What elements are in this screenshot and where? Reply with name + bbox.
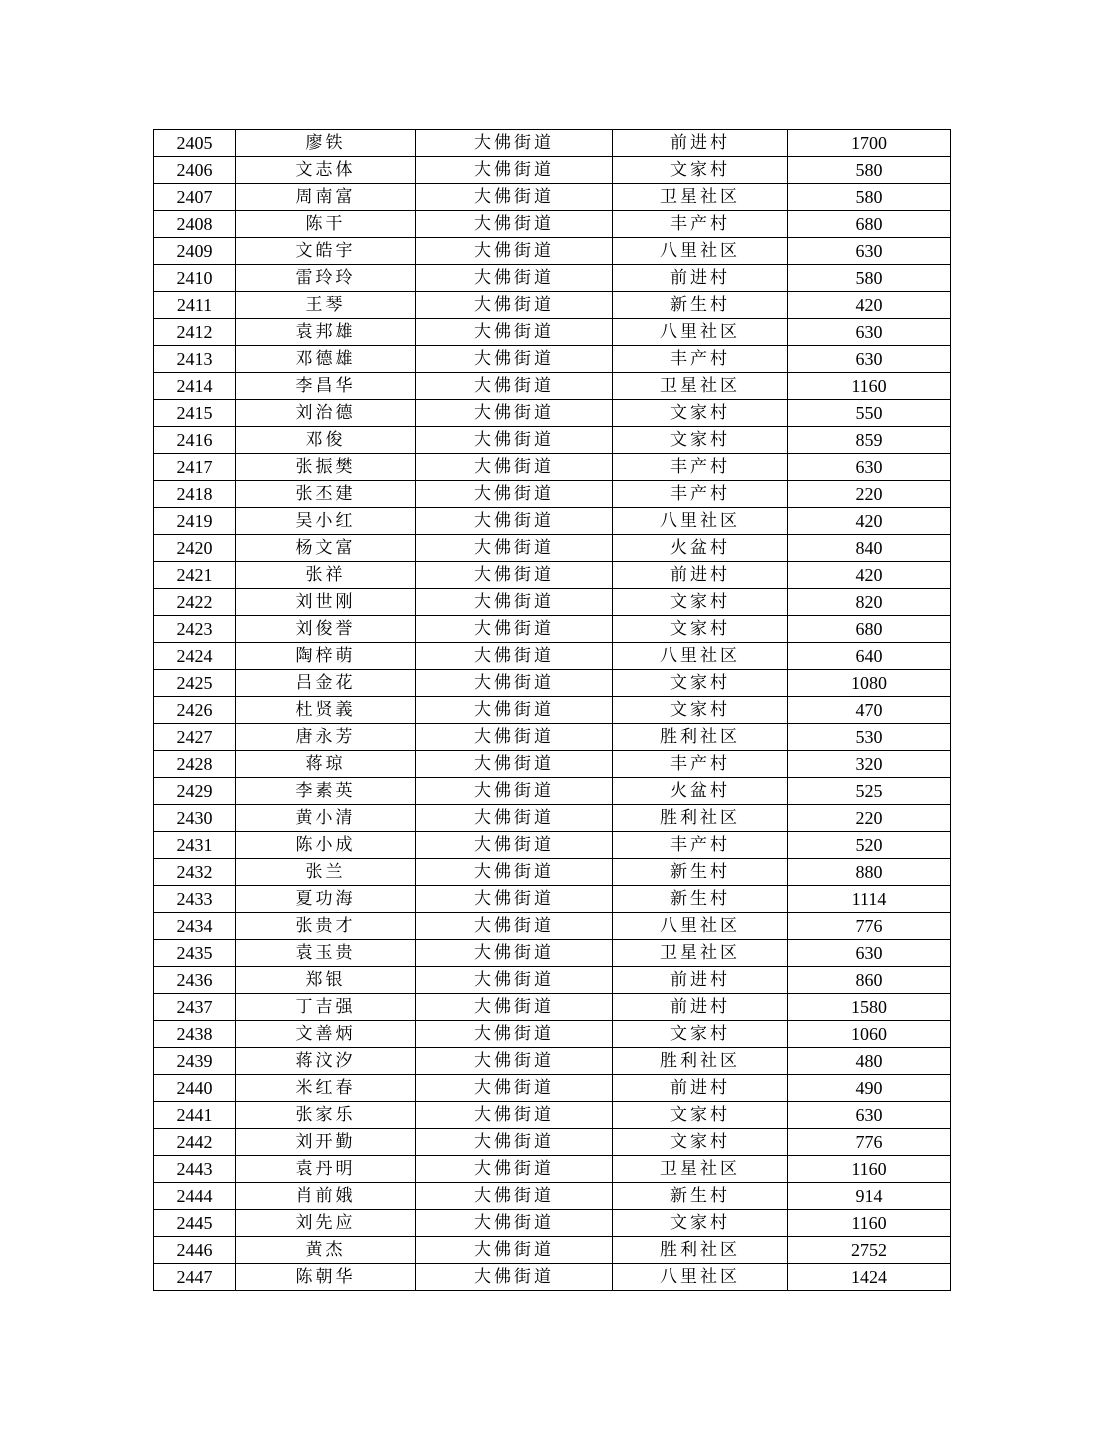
table-row: [154, 1075, 951, 1102]
name-cell: 张家乐: [236, 1102, 416, 1129]
village-cell: 火盆村: [613, 778, 788, 805]
name-cell: 丁吉强: [236, 994, 416, 1021]
street-cell: 大佛街道: [416, 562, 613, 589]
name-cell: 陈朝华: [236, 1264, 416, 1291]
name-cell: 米红春: [236, 1075, 416, 1102]
street-cell: 大佛街道: [416, 1210, 613, 1237]
street-cell: 大佛街道: [416, 427, 613, 454]
amount-cell: 1160: [788, 1156, 951, 1183]
village-cell: 卫星社区: [613, 184, 788, 211]
amount-cell: 550: [788, 400, 951, 427]
street-cell: 大佛街道: [416, 859, 613, 886]
amount-cell: 680: [788, 211, 951, 238]
amount-cell: 1114: [788, 886, 951, 913]
table-row: [154, 427, 951, 454]
village-cell: 文家村: [613, 1102, 788, 1129]
amount-cell: 1700: [788, 130, 951, 157]
table-row: [154, 670, 951, 697]
row-number-cell: 2426: [154, 697, 236, 724]
row-number-cell: 2431: [154, 832, 236, 859]
street-cell: 大佛街道: [416, 292, 613, 319]
amount-cell: 640: [788, 643, 951, 670]
name-cell: 陶梓萌: [236, 643, 416, 670]
village-cell: 文家村: [613, 1210, 788, 1237]
name-cell: 张兰: [236, 859, 416, 886]
row-number-cell: 2423: [154, 616, 236, 643]
row-number-cell: 2425: [154, 670, 236, 697]
table-row: [154, 940, 951, 967]
street-cell: 大佛街道: [416, 832, 613, 859]
village-cell: 丰产村: [613, 751, 788, 778]
amount-cell: 776: [788, 913, 951, 940]
table-row: [154, 454, 951, 481]
row-number-cell: 2413: [154, 346, 236, 373]
row-number-cell: 2427: [154, 724, 236, 751]
village-cell: 火盆村: [613, 535, 788, 562]
village-cell: 八里社区: [613, 508, 788, 535]
table-row: [154, 265, 951, 292]
row-number-cell: 2419: [154, 508, 236, 535]
row-number-cell: 2437: [154, 994, 236, 1021]
table-row: [154, 535, 951, 562]
street-cell: 大佛街道: [416, 1183, 613, 1210]
village-cell: 新生村: [613, 1183, 788, 1210]
amount-cell: 525: [788, 778, 951, 805]
row-number-cell: 2412: [154, 319, 236, 346]
table-row: [154, 319, 951, 346]
name-cell: 廖铁: [236, 130, 416, 157]
table-row: [154, 751, 951, 778]
row-number-cell: 2432: [154, 859, 236, 886]
street-cell: 大佛街道: [416, 1156, 613, 1183]
row-number-cell: 2440: [154, 1075, 236, 1102]
name-cell: 文善炳: [236, 1021, 416, 1048]
name-cell: 蒋琼: [236, 751, 416, 778]
village-cell: 文家村: [613, 1129, 788, 1156]
village-cell: 前进村: [613, 1075, 788, 1102]
table-row: [154, 400, 951, 427]
row-number-cell: 2444: [154, 1183, 236, 1210]
amount-cell: 680: [788, 616, 951, 643]
village-cell: 文家村: [613, 427, 788, 454]
street-cell: 大佛街道: [416, 238, 613, 265]
name-cell: 陈小成: [236, 832, 416, 859]
amount-cell: 220: [788, 805, 951, 832]
street-cell: 大佛街道: [416, 994, 613, 1021]
village-cell: 胜利社区: [613, 1237, 788, 1264]
amount-cell: 530: [788, 724, 951, 751]
amount-cell: 220: [788, 481, 951, 508]
amount-cell: 820: [788, 589, 951, 616]
village-cell: 文家村: [613, 589, 788, 616]
row-number-cell: 2439: [154, 1048, 236, 1075]
name-cell: 杨文富: [236, 535, 416, 562]
name-cell: 周南富: [236, 184, 416, 211]
village-cell: 新生村: [613, 859, 788, 886]
row-number-cell: 2438: [154, 1021, 236, 1048]
village-cell: 新生村: [613, 886, 788, 913]
table-row: [154, 1237, 951, 1264]
name-cell: 李昌华: [236, 373, 416, 400]
row-number-cell: 2447: [154, 1264, 236, 1291]
table-row: [154, 967, 951, 994]
table-row: [154, 724, 951, 751]
row-number-cell: 2418: [154, 481, 236, 508]
row-number-cell: 2406: [154, 157, 236, 184]
village-cell: 新生村: [613, 292, 788, 319]
name-cell: 唐永芳: [236, 724, 416, 751]
village-cell: 丰产村: [613, 481, 788, 508]
amount-cell: 580: [788, 265, 951, 292]
street-cell: 大佛街道: [416, 454, 613, 481]
village-cell: 丰产村: [613, 454, 788, 481]
name-cell: 王琴: [236, 292, 416, 319]
village-cell: 前进村: [613, 130, 788, 157]
row-number-cell: 2445: [154, 1210, 236, 1237]
table-row: [154, 697, 951, 724]
table-row: [154, 346, 951, 373]
name-cell: 雷玲玲: [236, 265, 416, 292]
village-cell: 卫星社区: [613, 1156, 788, 1183]
village-cell: 胜利社区: [613, 805, 788, 832]
row-number-cell: 2405: [154, 130, 236, 157]
village-cell: 前进村: [613, 967, 788, 994]
row-number-cell: 2430: [154, 805, 236, 832]
village-cell: 前进村: [613, 562, 788, 589]
name-cell: 刘先应: [236, 1210, 416, 1237]
amount-cell: 1424: [788, 1264, 951, 1291]
amount-cell: 1160: [788, 1210, 951, 1237]
row-number-cell: 2442: [154, 1129, 236, 1156]
row-number-cell: 2433: [154, 886, 236, 913]
table-row: [154, 292, 951, 319]
name-cell: 张振樊: [236, 454, 416, 481]
street-cell: 大佛街道: [416, 1264, 613, 1291]
row-number-cell: 2411: [154, 292, 236, 319]
row-number-cell: 2428: [154, 751, 236, 778]
name-cell: 邓德雄: [236, 346, 416, 373]
village-cell: 胜利社区: [613, 1048, 788, 1075]
table-row: [154, 1021, 951, 1048]
row-number-cell: 2415: [154, 400, 236, 427]
street-cell: 大佛街道: [416, 346, 613, 373]
village-cell: 文家村: [613, 697, 788, 724]
name-cell: 刘俊誉: [236, 616, 416, 643]
amount-cell: 630: [788, 454, 951, 481]
table-row: [154, 1156, 951, 1183]
amount-cell: 914: [788, 1183, 951, 1210]
name-cell: 张贵才: [236, 913, 416, 940]
name-cell: 陈干: [236, 211, 416, 238]
table-row: [154, 1183, 951, 1210]
village-cell: 八里社区: [613, 643, 788, 670]
table-row: [154, 589, 951, 616]
table-row: [154, 643, 951, 670]
name-cell: 郑银: [236, 967, 416, 994]
name-cell: 吴小红: [236, 508, 416, 535]
amount-cell: 1580: [788, 994, 951, 1021]
table-row: [154, 1264, 951, 1291]
table-row: [154, 184, 951, 211]
street-cell: 大佛街道: [416, 967, 613, 994]
row-number-cell: 2435: [154, 940, 236, 967]
street-cell: 大佛街道: [416, 724, 613, 751]
amount-cell: 859: [788, 427, 951, 454]
street-cell: 大佛街道: [416, 535, 613, 562]
table-row: [154, 373, 951, 400]
table-row: [154, 1210, 951, 1237]
street-cell: 大佛街道: [416, 1048, 613, 1075]
name-cell: 袁邦雄: [236, 319, 416, 346]
amount-cell: 630: [788, 940, 951, 967]
table-row: [154, 508, 951, 535]
table-row: [154, 211, 951, 238]
street-cell: 大佛街道: [416, 265, 613, 292]
name-cell: 刘开勤: [236, 1129, 416, 1156]
amount-cell: 840: [788, 535, 951, 562]
row-number-cell: 2410: [154, 265, 236, 292]
amount-cell: 630: [788, 319, 951, 346]
name-cell: 文志体: [236, 157, 416, 184]
name-cell: 刘世刚: [236, 589, 416, 616]
table-row: [154, 130, 951, 157]
roster-table: [153, 129, 951, 1291]
name-cell: 肖前娥: [236, 1183, 416, 1210]
street-cell: 大佛街道: [416, 1129, 613, 1156]
table-row: [154, 562, 951, 589]
street-cell: 大佛街道: [416, 589, 613, 616]
table-row: [154, 157, 951, 184]
village-cell: 文家村: [613, 1021, 788, 1048]
table-row: [154, 1129, 951, 1156]
street-cell: 大佛街道: [416, 913, 613, 940]
village-cell: 文家村: [613, 616, 788, 643]
name-cell: 张丕建: [236, 481, 416, 508]
amount-cell: 580: [788, 184, 951, 211]
row-number-cell: 2424: [154, 643, 236, 670]
amount-cell: 1060: [788, 1021, 951, 1048]
table-row: [154, 994, 951, 1021]
street-cell: 大佛街道: [416, 130, 613, 157]
name-cell: 张祥: [236, 562, 416, 589]
table-row: [154, 832, 951, 859]
name-cell: 文皓宇: [236, 238, 416, 265]
amount-cell: 880: [788, 859, 951, 886]
table-row: [154, 616, 951, 643]
row-number-cell: 2422: [154, 589, 236, 616]
name-cell: 邓俊: [236, 427, 416, 454]
village-cell: 丰产村: [613, 346, 788, 373]
name-cell: 袁玉贵: [236, 940, 416, 967]
row-number-cell: 2420: [154, 535, 236, 562]
amount-cell: 470: [788, 697, 951, 724]
street-cell: 大佛街道: [416, 1102, 613, 1129]
street-cell: 大佛街道: [416, 1021, 613, 1048]
amount-cell: 420: [788, 508, 951, 535]
amount-cell: 776: [788, 1129, 951, 1156]
street-cell: 大佛街道: [416, 1075, 613, 1102]
amount-cell: 1080: [788, 670, 951, 697]
row-number-cell: 2414: [154, 373, 236, 400]
amount-cell: 1160: [788, 373, 951, 400]
table-row: [154, 859, 951, 886]
street-cell: 大佛街道: [416, 508, 613, 535]
name-cell: 夏功海: [236, 886, 416, 913]
table-row: [154, 778, 951, 805]
street-cell: 大佛街道: [416, 805, 613, 832]
street-cell: 大佛街道: [416, 319, 613, 346]
village-cell: 丰产村: [613, 211, 788, 238]
village-cell: 丰产村: [613, 832, 788, 859]
amount-cell: 860: [788, 967, 951, 994]
street-cell: 大佛街道: [416, 373, 613, 400]
amount-cell: 580: [788, 157, 951, 184]
row-number-cell: 2407: [154, 184, 236, 211]
street-cell: 大佛街道: [416, 211, 613, 238]
amount-cell: 520: [788, 832, 951, 859]
village-cell: 胜利社区: [613, 724, 788, 751]
village-cell: 八里社区: [613, 1264, 788, 1291]
village-cell: 前进村: [613, 994, 788, 1021]
street-cell: 大佛街道: [416, 940, 613, 967]
row-number-cell: 2429: [154, 778, 236, 805]
name-cell: 黄杰: [236, 1237, 416, 1264]
village-cell: 文家村: [613, 157, 788, 184]
table-row: [154, 886, 951, 913]
amount-cell: 420: [788, 292, 951, 319]
table-row: [154, 481, 951, 508]
amount-cell: 630: [788, 346, 951, 373]
street-cell: 大佛街道: [416, 697, 613, 724]
name-cell: 刘治德: [236, 400, 416, 427]
name-cell: 吕金花: [236, 670, 416, 697]
row-number-cell: 2436: [154, 967, 236, 994]
street-cell: 大佛街道: [416, 778, 613, 805]
street-cell: 大佛街道: [416, 481, 613, 508]
row-number-cell: 2416: [154, 427, 236, 454]
table-row: [154, 1102, 951, 1129]
row-number-cell: 2434: [154, 913, 236, 940]
village-cell: 文家村: [613, 400, 788, 427]
row-number-cell: 2409: [154, 238, 236, 265]
row-number-cell: 2408: [154, 211, 236, 238]
amount-cell: 630: [788, 1102, 951, 1129]
amount-cell: 420: [788, 562, 951, 589]
name-cell: 杜贤義: [236, 697, 416, 724]
amount-cell: 490: [788, 1075, 951, 1102]
village-cell: 八里社区: [613, 319, 788, 346]
village-cell: 卫星社区: [613, 940, 788, 967]
street-cell: 大佛街道: [416, 400, 613, 427]
amount-cell: 630: [788, 238, 951, 265]
street-cell: 大佛街道: [416, 616, 613, 643]
street-cell: 大佛街道: [416, 886, 613, 913]
row-number-cell: 2446: [154, 1237, 236, 1264]
table-row: [154, 913, 951, 940]
village-cell: 八里社区: [613, 238, 788, 265]
street-cell: 大佛街道: [416, 184, 613, 211]
village-cell: 八里社区: [613, 913, 788, 940]
row-number-cell: 2417: [154, 454, 236, 481]
street-cell: 大佛街道: [416, 643, 613, 670]
table-row: [154, 1048, 951, 1075]
row-number-cell: 2421: [154, 562, 236, 589]
name-cell: 蒋汶汐: [236, 1048, 416, 1075]
street-cell: 大佛街道: [416, 751, 613, 778]
table-row: [154, 238, 951, 265]
village-cell: 卫星社区: [613, 373, 788, 400]
street-cell: 大佛街道: [416, 670, 613, 697]
name-cell: 李素英: [236, 778, 416, 805]
street-cell: 大佛街道: [416, 1237, 613, 1264]
amount-cell: 2752: [788, 1237, 951, 1264]
street-cell: 大佛街道: [416, 157, 613, 184]
name-cell: 黄小清: [236, 805, 416, 832]
village-cell: 前进村: [613, 265, 788, 292]
name-cell: 袁丹明: [236, 1156, 416, 1183]
village-cell: 文家村: [613, 670, 788, 697]
row-number-cell: 2441: [154, 1102, 236, 1129]
table-row: [154, 805, 951, 832]
row-number-cell: 2443: [154, 1156, 236, 1183]
amount-cell: 320: [788, 751, 951, 778]
roster-table-body: [154, 130, 951, 1291]
amount-cell: 480: [788, 1048, 951, 1075]
